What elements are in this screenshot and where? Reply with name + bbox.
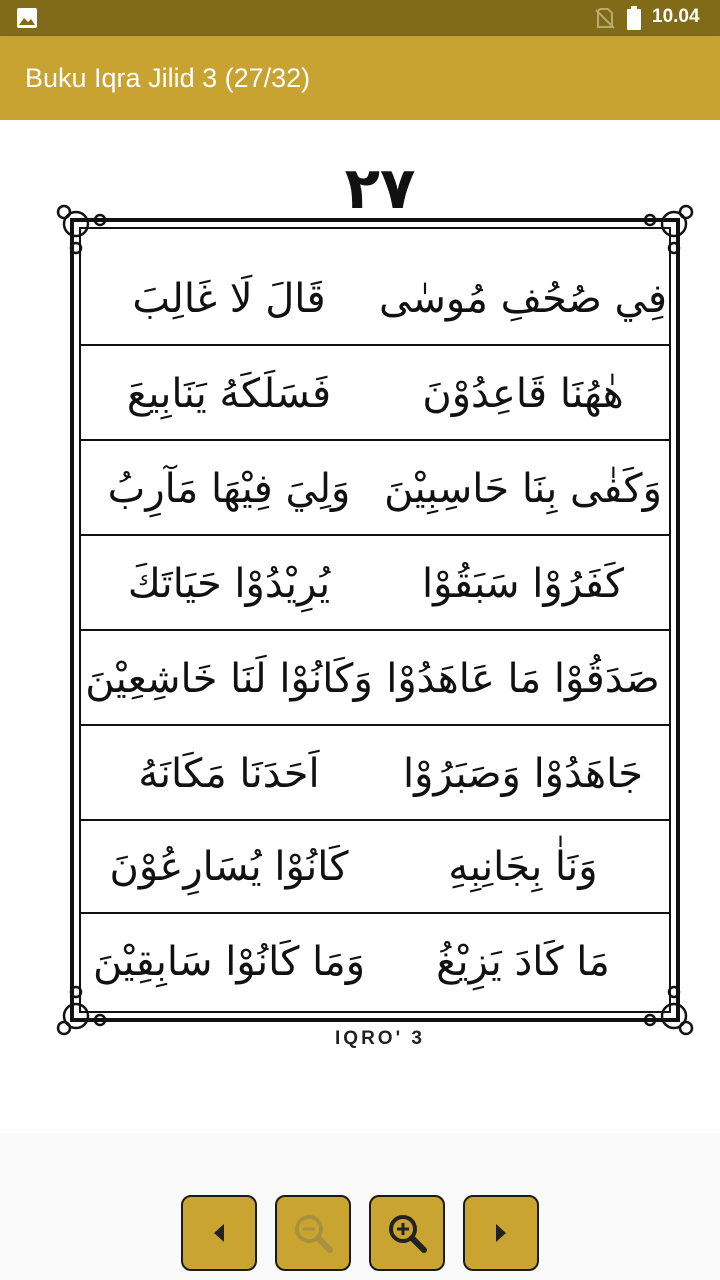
- page-viewer[interactable]: [0, 120, 720, 1133]
- arrow-right-icon: [465, 1197, 537, 1269]
- arrow-left-icon: [183, 1197, 255, 1269]
- book-label: IQRO' 3: [335, 1028, 425, 1049]
- arabic-phrase: قَالَ لَا غَالِبَ: [132, 276, 326, 322]
- arabic-phrase: وَنَاٰ بِجَانِبِهِ: [448, 844, 598, 890]
- bottom-nav-bar: [0, 1133, 720, 1280]
- zoom-out-icon: [277, 1197, 349, 1269]
- clock: 10.04: [652, 6, 700, 27]
- lesson-row: [82, 633, 670, 725]
- no-sim-icon: [594, 7, 616, 29]
- lesson-row: [82, 538, 670, 630]
- zoom-in-icon: [371, 1197, 443, 1269]
- lesson-row: [82, 821, 670, 913]
- battery-icon: [626, 6, 642, 30]
- zoom-in-button[interactable]: [369, 1195, 445, 1271]
- arabic-phrase: كَفَرُوْا سَبَقُوْا: [421, 561, 625, 607]
- arabic-phrase: فَسَلَكَهُ يَنَابِيعَ: [126, 371, 332, 417]
- arabic-phrase: وَمَا كَانُوْا سَابِقِيْنَ: [92, 939, 366, 985]
- arabic-phrase: هٰهُنَا قَاعِدُوْنَ: [422, 371, 624, 417]
- arabic-phrase: وَلِيَ فِيْهَا مَآرِبُ: [107, 466, 351, 512]
- app-bar: [0, 36, 720, 120]
- arabic-phrase: اَحَدَنَا مَكَانَهُ: [138, 751, 320, 797]
- arabic-phrase: جَاهَدُوْا وَصَبَرُوْا: [403, 751, 643, 797]
- page-number: ٢٧: [344, 154, 416, 222]
- arabic-phrase: كَانُوْا يُسَارِعُوْنَ: [109, 844, 349, 890]
- zoom-out-button[interactable]: [275, 1195, 351, 1271]
- status-bar: [0, 0, 720, 36]
- next-page-button[interactable]: [463, 1195, 539, 1271]
- arabic-phrase: صَدَقُوْا مَا عَاهَدُوْا: [386, 656, 660, 702]
- arabic-phrase: وَكَفٰى بِنَا حَاسِبِيْنَ: [384, 466, 662, 512]
- arabic-phrase: مَا كَادَ يَزِيْغُ: [436, 939, 610, 985]
- lesson-row: [82, 916, 670, 1008]
- arabic-phrase: وَكَانُوْا لَنَا خَاشِعِيْنَ: [85, 656, 373, 702]
- gallery-icon: [16, 7, 38, 29]
- previous-page-button[interactable]: [181, 1195, 257, 1271]
- page-title: Buku Iqra Jilid 3 (27/32): [25, 63, 311, 93]
- lesson-row: [82, 253, 670, 345]
- lesson-row: [82, 443, 670, 535]
- arabic-phrase: يُرِيْدُوْا حَيَاتَكَ: [127, 561, 331, 607]
- lesson-row: [82, 728, 670, 820]
- arabic-phrase: فِي صُحُفِ مُوسٰى: [378, 276, 668, 322]
- lesson-row: [82, 348, 670, 440]
